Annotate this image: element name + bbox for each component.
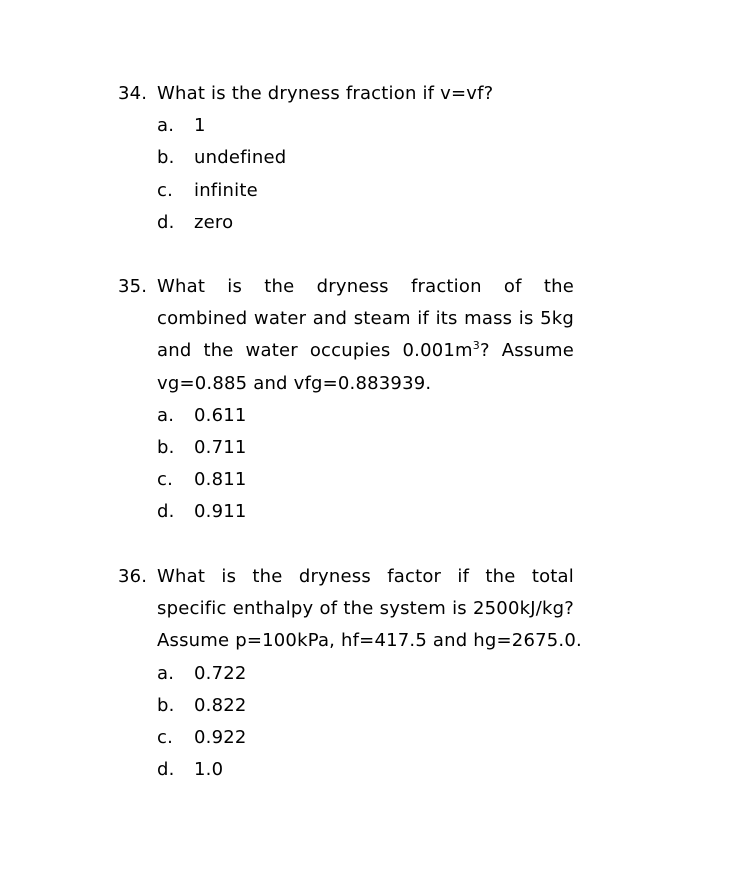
choice-text: 0.911 [194,501,247,523]
question-number: 36. [118,566,148,587]
question-line: What is the dryness fraction if v=vf? [157,83,494,104]
choice-letter: d. [157,211,175,233]
question-line: What is the dryness factor if the total [157,566,574,587]
question-line: Assume p=100kPa, hf=417.5 and hg=2675.0. [157,630,582,652]
choice-b [157,432,574,464]
choice-c [157,464,574,496]
choice-c [157,175,574,207]
choice-letter: c. [157,469,174,491]
choice-text: undefined [194,147,287,169]
choice-text: 1 [194,115,206,137]
question-text [157,561,582,658]
choice-d [157,754,574,786]
choice-text: 0.822 [194,694,247,716]
choice-letter: d. [157,501,175,523]
question-34 [118,78,574,239]
choice-letter: a. [157,662,175,684]
choice-c [157,722,574,754]
choice-letter: c. [157,179,174,201]
choice-a [157,658,574,690]
choice-a [157,110,574,142]
choice-letter: d. [157,759,175,781]
choice-text: infinite [194,179,258,201]
question-number: 35. [118,276,148,297]
question-text [157,78,574,110]
choice-letter: c. [157,726,174,748]
question-line: What is the dryness fraction of the [157,276,574,297]
choice-d [157,496,574,528]
question-number: 34. [118,83,148,104]
choice-b [157,142,574,174]
choice-text: 1.0 [194,759,224,781]
choice-text: 0.922 [194,726,247,748]
question-35 [118,271,574,529]
choice-a [157,400,574,432]
choice-d [157,207,574,239]
question-text [157,271,574,400]
question-36 [118,561,582,786]
question-line: combined water and steam if its mass is 5kg [157,308,574,330]
choice-text: 0.611 [194,404,247,426]
question-line [157,335,574,367]
choice-text: zero [194,211,234,233]
choice-list [157,400,574,529]
question-line: specific enthalpy of the system is 2500kJ/kg? [157,598,574,620]
choice-letter: b. [157,147,175,169]
choice-text: 0.722 [194,662,247,684]
choice-list [157,658,574,787]
choice-letter: b. [157,694,175,716]
choice-letter: a. [157,404,175,426]
question-line-part: and the water occupies 0.001m [157,340,473,362]
choice-letter: a. [157,115,175,137]
choice-text: 0.811 [194,469,247,491]
choice-list [157,110,574,239]
choice-letter: b. [157,437,175,458]
superscript-exponent: 3 [472,339,480,353]
question-line-part: ? Assume [479,340,574,362]
choice-text: 0.711 [194,437,247,458]
question-line: vg=0.885 and vfg=0.883939. [157,372,432,394]
choice-b [157,690,574,722]
